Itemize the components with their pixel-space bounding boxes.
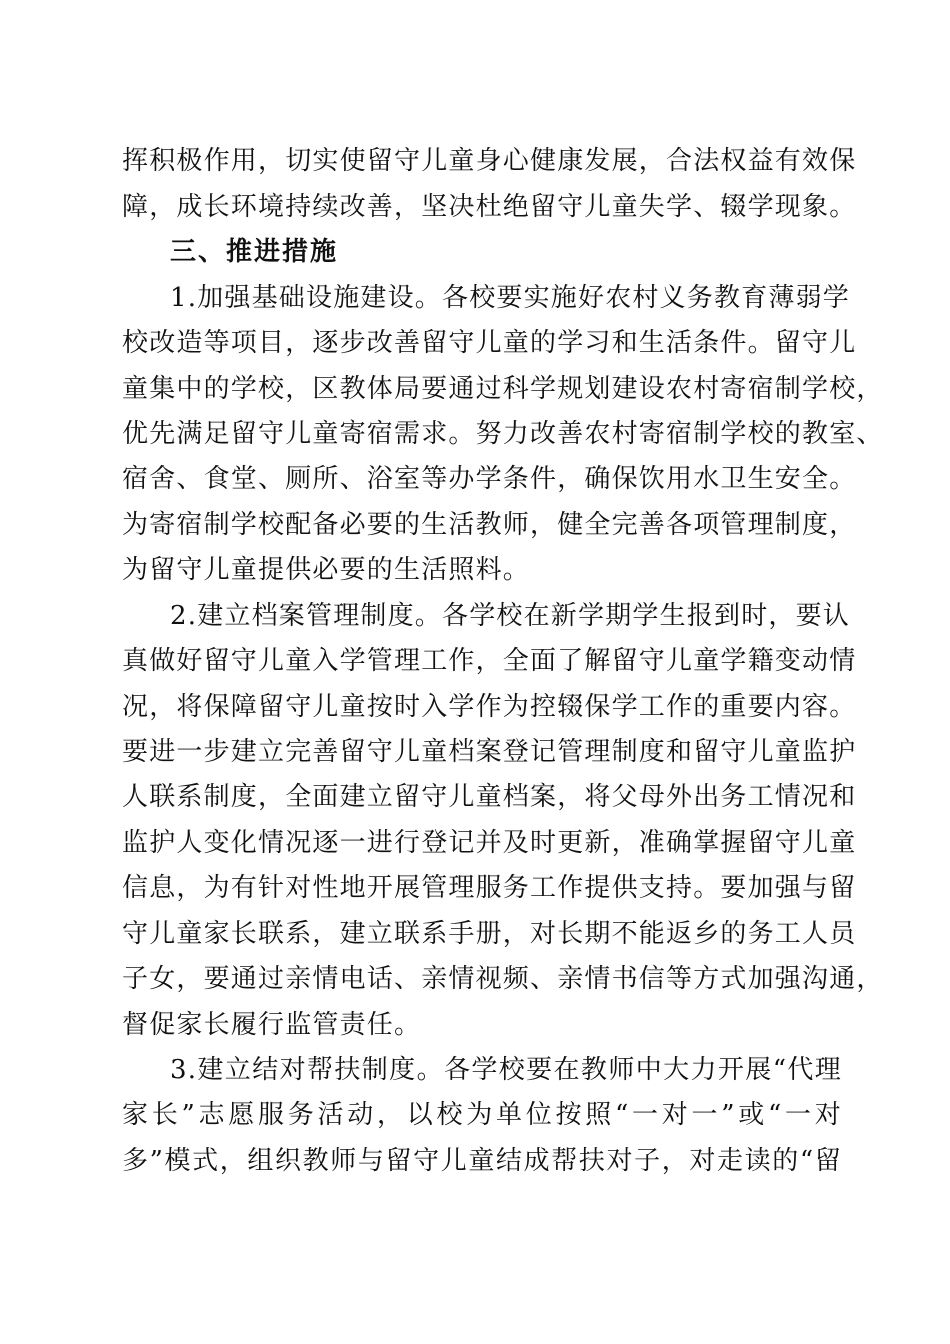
text-line-4: 1.加强基础设施建设。各校要实施好农村义务教育薄弱学 [170,283,851,313]
text-line-15: 人联系制度，全面建立留守儿童档案，将父母外出务工情况和 [122,782,857,812]
text-line-8: 宿舍、食堂、厕所、浴室等办学条件，确保饮用水卫生安全。 [122,464,857,494]
text-line-16: 监护人变化情况逐一进行登记并及时更新，准确掌握留守儿童 [122,828,857,858]
text-line-12: 真做好留守儿童入学管理工作，全面了解留守儿童学籍变动情 [122,646,857,676]
text-line-21: 3.建立结对帮扶制度。各学校要在教师中大力开展“代理 [170,1055,842,1085]
text-line-1: 挥积极作用，切实使留守儿童身心健康发展，合法权益有效保 [122,146,857,176]
text-line-13: 况，将保障留守儿童按时入学作为控辍保学工作的重要内容。 [122,692,857,722]
section-heading: 三、推进措施 [170,237,339,267]
text-line-5: 校改造等项目，逐步改善留守儿童的学习和生活条件。留守儿 [122,328,857,358]
text-line-18: 守儿童家长联系，建立联系手册，对长期不能返乡的务工人员 [122,919,857,949]
text-line-11: 2.建立档案管理制度。各学校在新学期学生报到时，要认 [170,601,851,631]
text-line-9: 为寄宿制学校配备必要的生活教师，健全完善各项管理制度， [122,510,857,540]
text-line-14: 要进一步建立完善留守儿童档案登记管理制度和留守儿童监护 [122,737,857,767]
text-line-17: 信息，为有针对性地开展管理服务工作提供支持。要加强与留 [122,873,857,903]
text-line-2: 障，成长环境持续改善，坚决杜绝留守儿童失学、辍学现象。 [122,192,857,222]
text-line-23: 多”模式，组织教师与留守儿童结成帮扶对子，对走读的“留 [122,1146,842,1176]
text-line-20: 督促家长履行监管责任。 [122,1010,422,1040]
text-line-7: 优先满足留守儿童寄宿需求。努力改善农村寄宿制学校的教室、 [122,419,884,449]
text-line-10: 为留守儿童提供必要的生活照料。 [122,555,531,585]
text-line-19: 子女，要通过亲情电话、亲情视频、亲情书信等方式加强沟通， [122,964,884,994]
text-line-6: 童集中的学校，区教体局要通过科学规划建设农村寄宿制学校， [122,374,884,404]
text-line-22: 家长”志愿服务活动，以校为单位按照“一对一”或“一对 [122,1100,842,1130]
